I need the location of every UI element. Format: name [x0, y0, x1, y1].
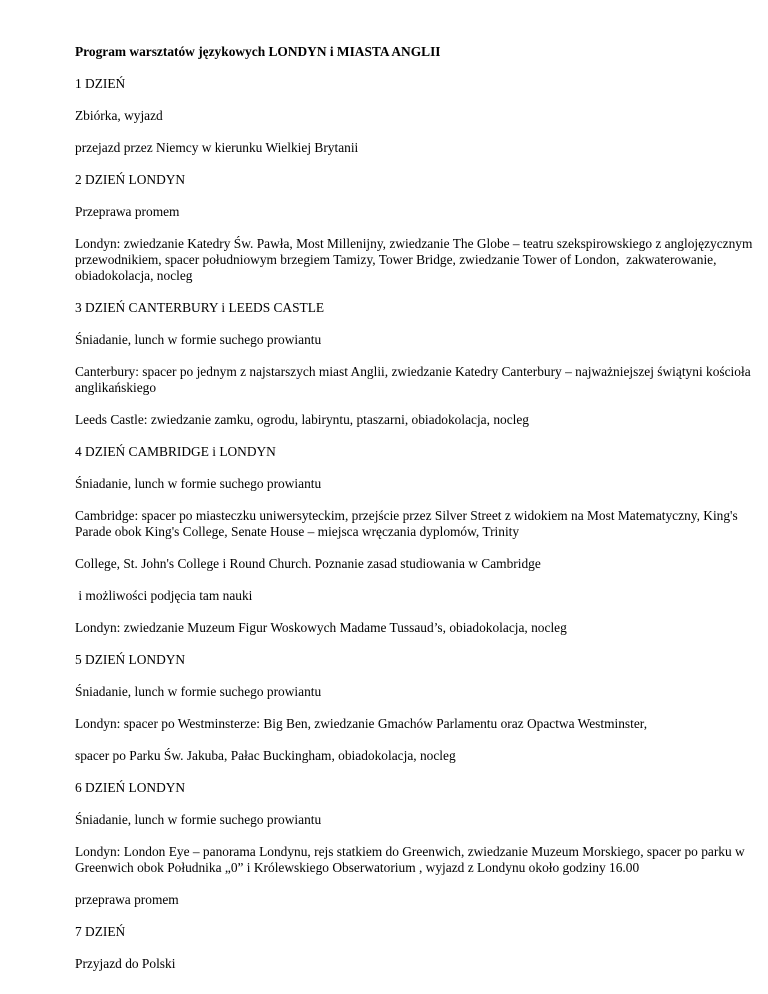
paragraph: Cambridge: spacer po miasteczku uniwersyteckim, przejście przez Silver Street z widokiem na Most Matematyczny, King's Parade obok King's College, Senate House – miejsca wręczania dyplomów, Trinity	[75, 508, 742, 539]
paragraph: przejazd przez Niemcy w kierunku Wielkiej Brytanii	[75, 140, 359, 155]
day-2-heading: 2 DZIEŃ LONDYN	[75, 172, 186, 187]
day-4-heading: 4 DZIEŃ CAMBRIDGE i LONDYN	[75, 444, 276, 459]
paragraph: Przyjazd do Polski	[75, 956, 176, 971]
paragraph: Śniadanie, lunch w formie suchego prowiantu	[75, 332, 322, 347]
day-3-heading: 3 DZIEŃ CANTERBURY i LEEDS CASTLE	[75, 300, 325, 315]
paragraph: College, St. John's College i Round Church. Poznanie zasad studiowania w Cambridge	[75, 556, 541, 571]
paragraph: Londyn: zwiedzanie Muzeum Figur Woskowych Madame Tussaud’s, obiadokolacja, nocleg	[75, 620, 567, 635]
document-body	[75, 44, 768, 988]
paragraph: Przeprawa promem	[75, 204, 180, 219]
document-title: Program warsztatów językowych LONDYN i MIASTA ANGLII	[75, 44, 441, 59]
day-6-heading: 6 DZIEŃ LONDYN	[75, 780, 186, 795]
day-5-heading: 5 DZIEŃ LONDYN	[75, 652, 186, 667]
paragraph: Leeds Castle: zwiedzanie zamku, ogrodu, labiryntu, ptaszarni, obiadokolacja, nocleg	[75, 412, 530, 427]
paragraph: Śniadanie, lunch w formie suchego prowiantu	[75, 476, 322, 491]
paragraph: spacer po Parku Św. Jakuba, Pałac Buckingham, obiadokolacja, nocleg	[75, 748, 456, 763]
paragraph: Canterbury: spacer po jednym z najstarszych miast Anglii, zwiedzanie Katedry Canterbury – najważniejszej świątyni kościoła anglikańskiego	[75, 364, 754, 395]
paragraph: i możliwości podjęcia tam nauki	[75, 588, 253, 603]
paragraph: Zbiórka, wyjazd	[75, 108, 163, 123]
paragraph: Londyn: London Eye – panorama Londynu, rejs statkiem do Greenwich, zwiedzanie Muzeum Morskiego, spacer po parku w Greenwich obok Południka „0” i Królewskiego Obserwatorium , wyjazd z Londynu około godziny 16.00	[75, 844, 749, 875]
paragraph: przeprawa promem	[75, 892, 179, 907]
day-7-heading: 7 DZIEŃ	[75, 924, 126, 939]
paragraph: Śniadanie, lunch w formie suchego prowiantu	[75, 812, 322, 827]
paragraph: Londyn: zwiedzanie Katedry Św. Pawła, Most Millenijny, zwiedzanie The Globe – teatru szekspirowskiego z anglojęzycznym przewodnikiem, spacer południowym brzegiem Tamizy, Tower Bridge, zwiedzanie Tower of London, zakwaterowanie, obiadokolacja, nocleg	[75, 236, 756, 283]
day-1-heading: 1 DZIEŃ	[75, 76, 126, 91]
paragraph: Londyn: spacer po Westminsterze: Big Ben, zwiedzanie Gmachów Parlamentu oraz Opactwa Westminster,	[75, 716, 648, 731]
paragraph: Śniadanie, lunch w formie suchego prowiantu	[75, 684, 322, 699]
